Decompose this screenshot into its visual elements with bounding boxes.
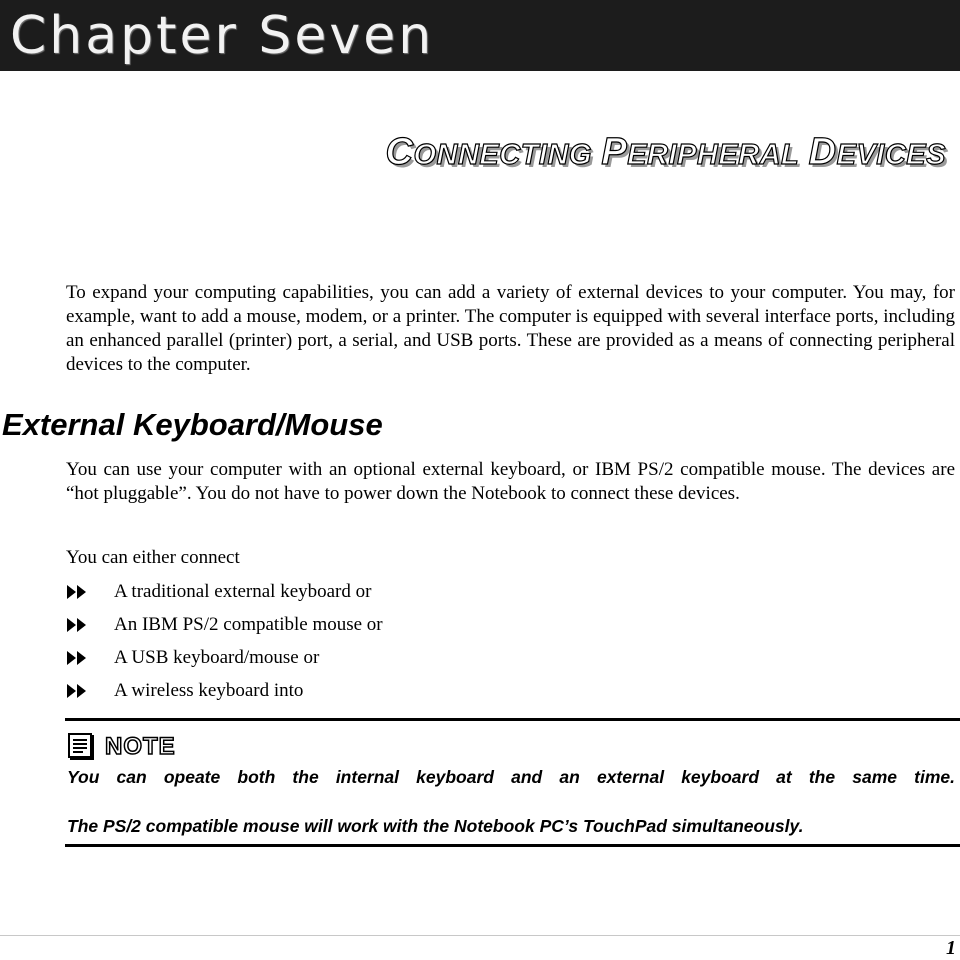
list-item-text: A traditional external keyboard or	[114, 580, 372, 602]
list-item	[66, 641, 383, 674]
title-initial-c: C	[385, 131, 414, 174]
title-initial-p: P	[601, 131, 628, 174]
note-label: NOTE	[105, 733, 176, 760]
title-initial-d: D	[808, 131, 837, 174]
title-word-connecting: ONNECTING	[413, 139, 592, 172]
note-box	[65, 718, 960, 847]
chapter-title: Chapter Seven	[10, 6, 435, 66]
title-word-devices: EVICES	[836, 139, 946, 172]
title-word-peripheral: ERIPHERAL	[627, 139, 800, 172]
footer-divider	[0, 935, 960, 936]
note-header	[67, 733, 176, 761]
device-list	[66, 575, 383, 707]
note-icon	[67, 733, 97, 761]
note-text-line-1: You can opeate both the internal keyboard and an external keyboard at the same time.	[67, 767, 955, 787]
list-item-text: A USB keyboard/mouse or	[114, 646, 320, 668]
list-item-text: A wireless keyboard into	[114, 679, 304, 701]
page-title	[386, 131, 947, 174]
double-arrow-icon	[66, 683, 114, 699]
intro-paragraph: To expand your computing capabilities, you can add a variety of external devices to your computer. You may, for example, want to add a mouse, modem, or a printer. The computer is equipped with several interface ports, including an enhanced parallel (printer) port, a serial, and USB ports. These are provided as a means of connecting peripheral devices to the computer.	[66, 282, 955, 375]
list-item	[66, 575, 383, 608]
section-heading: External Keyboard/Mouse	[2, 407, 383, 442]
list-item	[66, 608, 383, 641]
keyboard-paragraph: You can use your computer with an optional external keyboard, or IBM PS/2 compatible mouse. The devices are “hot pluggable”. You do not have to power down the Notebook to connect these devices.	[66, 459, 955, 504]
double-arrow-icon	[66, 584, 114, 600]
connect-lead-text: You can either connect	[66, 547, 240, 568]
chapter-banner	[0, 0, 960, 71]
list-item	[66, 674, 383, 707]
note-text-line-2: The PS/2 compatible mouse will work with the Notebook PC’s TouchPad simultaneously.	[67, 816, 804, 836]
double-arrow-icon	[66, 617, 114, 633]
list-item-text: An IBM PS/2 compatible mouse or	[114, 613, 383, 635]
page-number: 1	[946, 937, 956, 959]
double-arrow-icon	[66, 650, 114, 666]
